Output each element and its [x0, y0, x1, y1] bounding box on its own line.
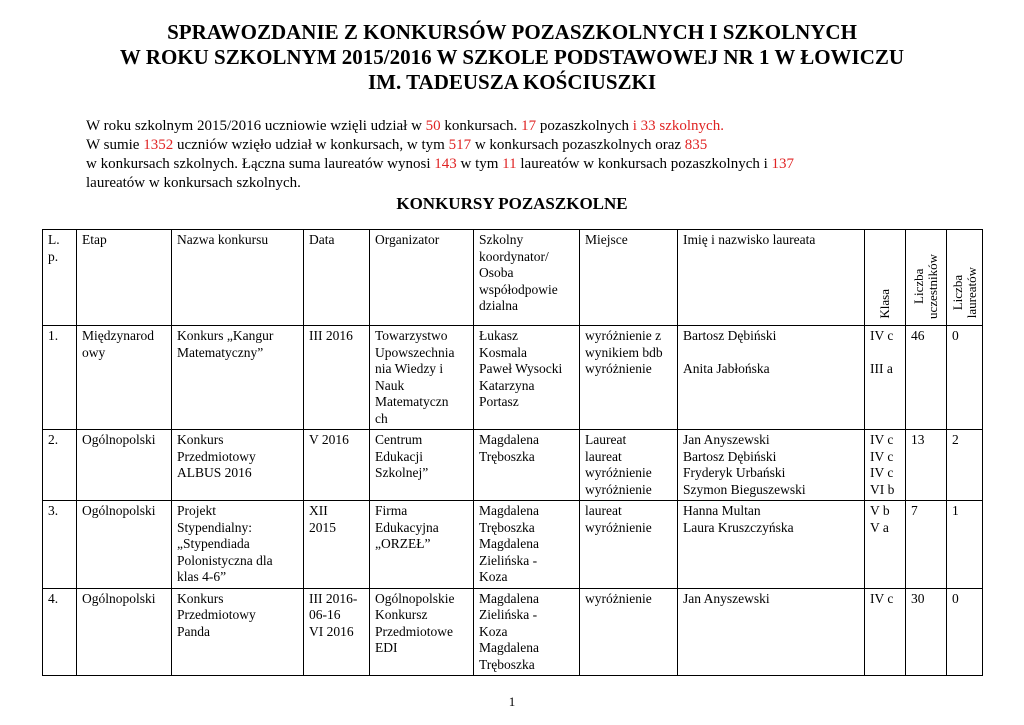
cell-data: III 2016- 06-16 VI 2016 [304, 588, 370, 676]
cell-laureatow: 0 [947, 588, 983, 676]
cell-etap: Ogólnopolski [77, 501, 172, 589]
intro-text: laureatów w konkursach pozaszkolnych i [516, 156, 772, 172]
cell-lp: 2. [43, 430, 77, 501]
document-title [0, 20, 1024, 95]
intro-text: uczniów wzięło udział w konkursach, w tym [173, 137, 449, 153]
contests-table [42, 229, 983, 676]
cell-data: III 2016 [304, 326, 370, 430]
header-laureatow-text: Liczba laureatów [949, 267, 979, 319]
header-etap: Etap [77, 230, 172, 326]
cell-nazwa: Projekt Stypendialny: „Stypendiada Polonistyczna dla klas 4-6” [172, 501, 304, 589]
intro-text: w konkursach pozaszkolnych oraz [471, 137, 685, 153]
cell-lp: 1. [43, 326, 77, 430]
cell-laureatow: 1 [947, 501, 983, 589]
cell-uczestnikow: 30 [906, 588, 947, 676]
header-uczestnikow-text: Liczba uczestników [911, 253, 940, 319]
cell-organizator: Towarzystwo Upowszechnia nia Wiedzy i Nauk Matematyczn ch [370, 326, 474, 430]
cell-klasa: IV c IV c IV c VI b [865, 430, 906, 501]
cell-data: XII 2015 [304, 501, 370, 589]
intro-text: Łączna suma laureatów wynosi [241, 156, 435, 172]
header-koordynator: Szkolny koordynator/ Osoba współodpowie dzialna [474, 230, 580, 326]
cell-etap: Ogólnopolski [77, 588, 172, 676]
cell-organizator: Centrum Edukacji Szkolnej” [370, 430, 474, 501]
cell-nazwa: Konkurs Przedmiotowy Panda [172, 588, 304, 676]
cell-miejsce: Laureat laureat wyróżnienie wyróżnienie [580, 430, 678, 501]
header-klasa [865, 230, 906, 326]
table-row [43, 588, 983, 676]
school-contests-text: i 33 szkolnych. [632, 118, 724, 134]
cell-klasa: IV c [865, 588, 906, 676]
intro-text: W sumie [86, 137, 144, 153]
title-line-3: IM. TADEUSZA KOŚCIUSZKI [367, 70, 657, 94]
intro-text: w konkursach szkolnych. [86, 156, 242, 172]
cell-organizator: Ogólnopolskie Konkursz Przedmiotowe EDI [370, 588, 474, 676]
cell-miejsce: wyróżnienie [580, 588, 678, 676]
cell-miejsce: laureat wyróżnienie [580, 501, 678, 589]
header-organizator: Organizator [370, 230, 474, 326]
school-students-value: 517 [448, 137, 472, 153]
school-laureates-value: 137 [771, 156, 795, 172]
cell-koordynator: Łukasz Kosmala Paweł Wysocki Katarzyna Portasz [474, 326, 580, 430]
header-laureatow [947, 230, 983, 326]
header-uczestnikow [906, 230, 947, 326]
cell-uczestnikow: 7 [906, 501, 947, 589]
header-data: Data [304, 230, 370, 326]
cell-nazwa: Konkurs „Kangur Matematyczny” [172, 326, 304, 430]
cell-koordynator: Magdalena Tręboszka Magdalena Zielińska - Koza [474, 501, 580, 589]
section-title: KONKURSY POZASZKOLNE [396, 194, 628, 213]
cell-klasa: V b V a [865, 501, 906, 589]
total-students-value: 1352 [143, 137, 174, 153]
header-lp: L. p. [43, 230, 77, 326]
cell-laureat: Hanna Multan Laura Kruszczyńska [678, 501, 865, 589]
total-contests-value: 50 [425, 118, 441, 134]
cell-uczestnikow: 46 [906, 326, 947, 430]
intro-paragraph [86, 117, 946, 193]
cell-laureat: Bartosz Dębiński Anita Jabłońska [678, 326, 865, 430]
table-header-row [43, 230, 983, 326]
outside-students-value: 835 [684, 137, 708, 153]
cell-uczestnikow: 13 [906, 430, 947, 501]
cell-laureatow: 2 [947, 430, 983, 501]
header-nazwa: Nazwa konkursu [172, 230, 304, 326]
page-number: 1 [508, 694, 516, 709]
cell-organizator: Firma Edukacyjna „ORZEŁ” [370, 501, 474, 589]
total-laureates-value: 143 [434, 156, 457, 172]
cell-laureat: Jan Anyszewski [678, 588, 865, 676]
cell-laureatow: 0 [947, 326, 983, 430]
cell-lp: 4. [43, 588, 77, 676]
cell-etap: Ogólnopolski [77, 430, 172, 501]
intro-text: w tym [456, 156, 503, 172]
cell-data: V 2016 [304, 430, 370, 501]
cell-miejsce: wyróżnienie z wynikiem bdb wyróżnienie [580, 326, 678, 430]
cell-koordynator: Magdalena Zielińska - Koza Magdalena Tręboszka [474, 588, 580, 676]
cell-koordynator: Magdalena Tręboszka [474, 430, 580, 501]
cell-nazwa: Konkurs Przedmiotowy ALBUS 2016 [172, 430, 304, 501]
intro-text: W roku szkolnym 2015/2016 uczniowie wzięli udział w [86, 118, 426, 134]
table-row [43, 501, 983, 589]
intro-text: konkursach. [440, 118, 522, 134]
cell-etap: Międzynarod owy [77, 326, 172, 430]
intro-text: laureatów w konkursach szkolnych. [86, 175, 301, 191]
table-row [43, 326, 983, 430]
title-line-2: W ROKU SZKOLNYM 2015/2016 W SZKOLE PODSTAWOWEJ NR 1 W ŁOWICZU [119, 45, 905, 69]
outside-laureates-value: 11 [502, 156, 517, 172]
table-row [43, 430, 983, 501]
header-miejsce: Miejsce [580, 230, 678, 326]
title-line-1: SPRAWOZDANIE Z KONKURSÓW POZASZKOLNYCH I SZKOLNYCH [167, 20, 857, 44]
outside-contests-value: 17 [521, 118, 537, 134]
cell-laureat: Jan Anyszewski Bartosz Dębiński Fryderyk Urbański Szymon Bieguszewski [678, 430, 865, 501]
intro-text: pozaszkolnych [536, 118, 633, 134]
header-laureat: Imię i nazwisko laureata [678, 230, 865, 326]
cell-klasa: IV c III a [865, 326, 906, 430]
cell-lp: 3. [43, 501, 77, 589]
header-klasa-text: Klasa [877, 288, 892, 319]
